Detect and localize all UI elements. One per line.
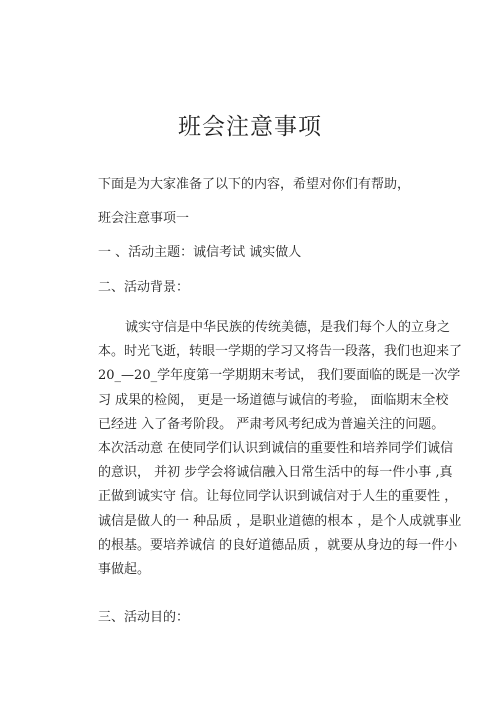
paragraph-line: 的意识， 并初 步学会将诚信融入日常生活中的每一件小事 ,真 xyxy=(98,465,453,481)
paragraph-line: 已经进 入了备考阶段。 严肃考风考纪成为普遍关注的问题。 xyxy=(98,416,445,432)
paragraph-line: 诚实守信是中华民族的传统美德，是我们每个人的立身之 xyxy=(125,320,451,335)
document-title: 班会注意事项 xyxy=(178,114,322,140)
activity-theme: 一 、活动主题：诚信考试 诚实做人 xyxy=(98,245,302,260)
paragraph-line: 习 成果的检阅， 更是一场道德与诚信的考验， 面临期末全校 xyxy=(98,392,449,408)
paragraph-line: 的根基。要培养诚信 的良好道德品质 ，就要从身边的每一件小 xyxy=(98,537,458,553)
paragraph-line: 事做起。 xyxy=(98,562,151,578)
activity-background-heading: 二、活动背景： xyxy=(98,280,190,295)
paragraph-line: 诚信是做人的一 种品质 ，是职业道德的根本 ，是个人成就事业 xyxy=(98,513,462,529)
section-label: 班会注意事项一 xyxy=(98,211,190,226)
intro-text: 下面是为大家准备了以下的内容，希望对你们有帮助， xyxy=(98,177,411,192)
paragraph-line: 20_—20_学年度第一学期期末考试， 我们要面临的既是一次学 xyxy=(98,368,461,384)
paragraph-line: 本次活动意 在使同学们认识到诚信的重要性和培养同学们诚信 xyxy=(98,441,454,457)
paragraph-line: 本。时光飞逝，转眼一学期的学习又将告一段落，我们也迎来了 xyxy=(98,344,463,360)
background-paragraph xyxy=(98,316,463,582)
activity-purpose-heading: 三、活动目的： xyxy=(98,610,190,625)
paragraph-line: 正做到诚实守 信。让每位同学认识到诚信对于人生的重要性 ， xyxy=(98,489,458,505)
